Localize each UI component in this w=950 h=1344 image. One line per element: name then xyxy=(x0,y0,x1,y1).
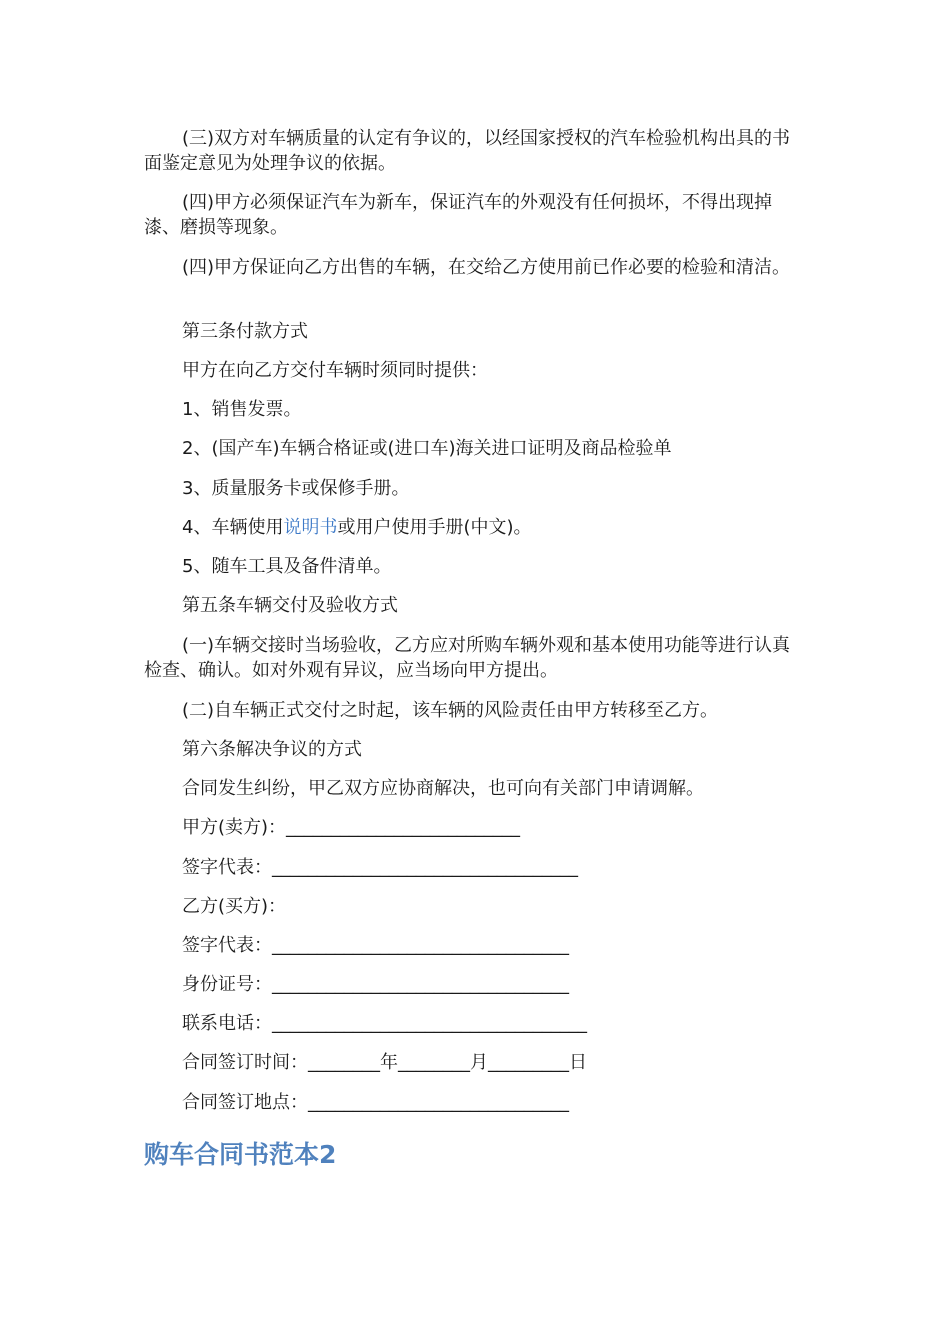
article-six-title: 第六条解决争议的方式 xyxy=(182,739,362,760)
list-item-certificate: 2、(国产车)车辆合格证或(进口车)海关进口证明及商品检验单 xyxy=(182,438,672,459)
dispute-resolution-text: 合同发生纠纷，甲乙双方应协商解决，也可向有关部门申请调解。 xyxy=(182,778,704,799)
buyer-field: 乙方(买方)： xyxy=(182,896,287,917)
paragraph-new-car-guarantee: (四)甲方必须保证汽车为新车，保证汽车的外观没有任何损坏，不得出现掉漆、磨损等现象。 xyxy=(144,192,773,238)
article-three-title: 第三条付款方式 xyxy=(182,321,308,342)
manual-link[interactable]: 说明书 xyxy=(283,517,338,538)
buyer-representative-field: 签字代表：_________________________________ xyxy=(182,935,569,956)
signing-date-field: 合同签订时间：________年________月_________日 xyxy=(182,1052,587,1073)
article-five-title: 第五条车辆交付及验收方式 xyxy=(182,595,398,616)
seller-representative-field: 签字代表：__________________________________ xyxy=(182,857,578,878)
paragraph-inspection-guarantee: (四)甲方保证向乙方出售的车辆，在交给乙方使用前已作必要的检验和清洁。 xyxy=(182,257,791,278)
list-item-manual-prefix: 4、车辆使用 xyxy=(182,517,284,538)
delivery-documents-intro: 甲方在向乙方交付车辆时须同时提供： xyxy=(182,360,488,381)
section-heading: 购车合同书范本2 xyxy=(144,1140,337,1169)
id-number-field: 身份证号：_________________________________ xyxy=(182,974,569,995)
risk-transfer-clause: (二)自车辆正式交付之时起，该车辆的风险责任由甲方转移至乙方。 xyxy=(182,700,719,721)
paragraph-acceptance-check: (一)车辆交接时当场验收，乙方应对所购车辆外观和基本使用功能等进行认真检查、确认。如对外观有异议，应当场向甲方提出。 xyxy=(144,635,791,681)
seller-field: 甲方(卖方)：__________________________ xyxy=(182,817,521,838)
list-item-tools: 5、随车工具及备件清单。 xyxy=(182,556,392,577)
signing-place-field: 合同签订地点：_____________________________ xyxy=(182,1092,569,1113)
list-item-warranty: 3、质量服务卡或保修手册。 xyxy=(182,478,410,499)
phone-field: 联系电话：___________________________________ xyxy=(182,1013,587,1034)
paragraph-quality-dispute: (三)双方对车辆质量的认定有争议的，以经国家授权的汽车检验机构出具的书面鉴定意见为处理争议的依据。 xyxy=(144,128,791,174)
list-item-manual-suffix: 或用户使用手册(中文)。 xyxy=(337,517,532,538)
list-item-manual xyxy=(182,515,532,540)
list-item-invoice: 1、销售发票。 xyxy=(182,399,302,420)
